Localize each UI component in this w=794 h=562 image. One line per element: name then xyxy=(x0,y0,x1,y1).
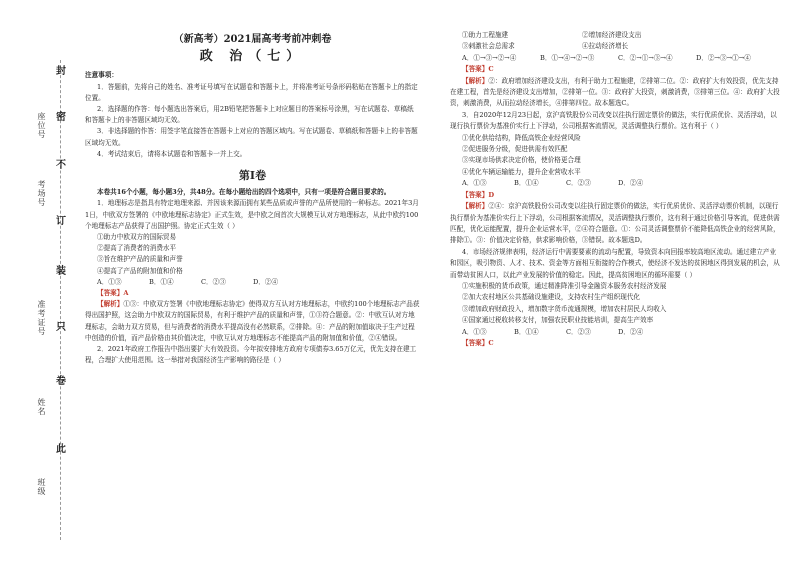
analysis xyxy=(450,201,780,247)
binding-line xyxy=(60,60,61,540)
question-option: ④优化车辆运输能力，提升企业营收水平 xyxy=(462,167,581,176)
answer-choices xyxy=(450,327,780,338)
analysis xyxy=(85,299,420,344)
choice-a: A．①③ xyxy=(462,327,487,336)
choice-b: B．①→④→②→③ xyxy=(540,53,595,62)
analysis-text: ①③：中欧双方签署《中欧地理标志协定》使得双方互认对方地理标志，中欧约100个地理标志产品获得出国护照，这会助力中欧双方的国际贸易，有利于维护产品的质量和声誉，①③符合题意。②：中欧互认对方地理标志，会助力双方贸易，但与消费者的消费水平提高没有必然联系，②排除。④：产品的附加值取决于生产过程中创造的价值，而产品价格由其价值决定，中欧互认对方地理标志不能提高产品的附加值和价值，②④错误。 xyxy=(85,300,420,342)
seal-char: 只 xyxy=(56,322,66,333)
field-seat: 座位号 xyxy=(37,112,46,139)
seal-char: 卷 xyxy=(56,376,66,387)
answer-choices xyxy=(450,53,780,64)
question-option: ①助力工程施建 xyxy=(462,31,509,39)
question-option: ④国家通过税收转移支付，加强农民职业技能培训，提高生产效率 xyxy=(462,316,654,325)
paper-title: （新高考）2021届高考考前冲刺卷 xyxy=(173,34,332,45)
choice-b: B．①④ xyxy=(149,277,174,286)
question-option: ②加大农村地区公共基础设施建设，支持农村生产组织现代化 xyxy=(462,293,641,302)
question-option: ②促进服务分级，促进供需有效匹配 xyxy=(462,145,568,154)
choice-b: B．①④ xyxy=(514,179,539,188)
choice-d: D．②④ xyxy=(253,277,279,286)
question-option: ④拉动经济增长 xyxy=(582,42,629,51)
question-stem: 3．自2020年12月23日起，京沪高铁股份公司改变以往执行固定票价的做法，实行优质优价、灵活浮动，以现行执行票价为基准价实行上下浮动，公司根据客流情况，灵活调整执行票价。这有利于（ ） xyxy=(450,110,777,131)
question-stem: 1．地理标志是指具有特定地理来源、并因该来源而拥有某些品质或声誉的产品所使用的一种标志。2021年3月1日，中欧双方签署的《中欧地理标志协定》正式生效，是中欧之间首次大规模互认对方地理标志，从此中欧约100个地理标志产品获得了出国护照。协定正式生效（ ） xyxy=(85,199,419,230)
question-option: ④提高了产品的附加值和价格 xyxy=(97,266,183,275)
right-column xyxy=(450,30,780,349)
question-stem: 4．市场经济规律表明，经济运行中需要要素的流动与配置，导致资本向回报率较高地区流动。通过建立产业和园区，吸引物资、人才、技术、资金等方面相互衔接的合作模式，使经济不发达的贫困地区得到发展的机会，从而带动贫困人口，以此产业发展的价值的稳定。因此，提高贫困地区的循环需要（ ） xyxy=(450,247,780,279)
field-room: 考场号 xyxy=(37,180,46,207)
answer-key: 【答案】D xyxy=(462,190,495,199)
question-option: ②提高了消费者的消费水平 xyxy=(97,244,177,253)
choice-c: C．②③ xyxy=(201,277,226,286)
seal-char: 封 xyxy=(56,66,66,77)
notice-item: 3．非选择题的作答：用签字笔直接答在答题卡上对应的答题区域内。写在试题卷、草稿纸和答题卡上的非答题区域均无效。 xyxy=(85,127,418,147)
seal-char: 密 xyxy=(56,112,66,123)
question-option: ②增加经济建设支出 xyxy=(582,31,642,39)
question-options xyxy=(450,41,780,52)
choice-c: C．②③ xyxy=(566,327,591,336)
field-exam-number: 准考证号 xyxy=(37,300,46,336)
question-options xyxy=(450,30,780,41)
answer-key: 【答案】C xyxy=(462,338,494,347)
notice-item: 1．答题前，先将自己的姓名、准考证号填写在试题卷和答题卡上，并将准考证号条形码粘贴在答题卡上的指定位置。 xyxy=(85,82,418,102)
choice-d: D．②→③→①→④ xyxy=(696,53,751,62)
notice-heading: 注意事项： xyxy=(85,71,118,80)
analysis xyxy=(450,76,780,110)
analysis-tag: 【解析】 xyxy=(462,76,489,85)
choice-a: A．①→③→②→④ xyxy=(462,53,517,62)
choice-b: B．①④ xyxy=(514,327,539,336)
analysis-tag: 【解析】 xyxy=(462,202,489,211)
choice-d: D．②④ xyxy=(618,179,644,188)
seal-char: 订 xyxy=(56,216,66,227)
question-option: ③刺激社会总需求 xyxy=(462,42,515,51)
analysis-tag: 【解析】 xyxy=(97,300,124,309)
question-stem: 2．2021年政府工作报告中指出要扩大有效投资。今年拟安排地方政府专项债券3.65万亿元，优先支持在建工程，合理扩大使用范围。这一举措对我国经济生产影响的路径是（ ） xyxy=(85,345,417,365)
notice-item: 2．选择题的作答：每小题选出答案后，用2B铅笔把答题卡上对应题目的答案标号涂黑，写在试题卷、草稿纸和答题卡上的非答题区域均无效。 xyxy=(85,105,414,125)
section-title: 第Ⅰ卷 xyxy=(238,169,267,183)
choice-a: A．①③ xyxy=(97,277,122,286)
notice-item: 4．考试结束后，请将本试题卷和答题卡一并上交。 xyxy=(97,149,247,158)
question-option: ③旨在维护产品的质量和声誉 xyxy=(97,255,183,264)
choice-d: D．②④ xyxy=(618,327,644,336)
answer-choices xyxy=(85,277,420,288)
question-option: ③实现市场供求决定价格，使价格更合理 xyxy=(462,156,581,165)
field-class: 班级 xyxy=(37,478,46,496)
answer-key: 【答案】C xyxy=(462,65,494,74)
analysis-text: ②④：京沪高铁股份公司改变以往执行固定票价的做法，实行优质优价、灵活浮动票价机制，以现行执行票价为基准价实行上下浮动，公司根据客流情况，灵活调整执行票价，这有利于通过价格引导客流，促进供需匹配，优化运能配置，提升企业运营水平，②④符合题意。①：公司灵活调整票价不能降低高铁企业的经营风险，排除①。③：价值决定价格，供求影响价格，③错误。故本题选D。 xyxy=(450,202,780,245)
seal-char: 此 xyxy=(56,444,66,455)
question-option: ③增加政府财政投入，增加数字货币流通规模，增加农村居民人均收入 xyxy=(462,304,667,313)
left-column xyxy=(85,28,420,366)
answer-key: 【答案】A xyxy=(97,289,129,298)
question-option: ①优化供给结构，降低高铁企业经营风险 xyxy=(462,133,581,142)
field-name: 姓名 xyxy=(37,398,46,416)
question-option: ①助力中欧双方的国际贸易 xyxy=(97,233,177,242)
analysis-text: ②：政府增加经济建设支出，有利于助力工程施建，②排第二位。②：政府扩大有效投资，优先支持在建工程，首先是经济建设支出增加，②排第一位。③：政府扩大投资，刺激消费，③排第三位。④：政府扩大投资，刺激消费，从而拉动经济增长，④排第四位。故本题选C。 xyxy=(450,76,780,108)
paper-subject: 政 治（七） xyxy=(199,49,306,65)
answer-choices xyxy=(450,178,780,189)
choice-a: A．①③ xyxy=(462,179,487,188)
seal-char: 装 xyxy=(56,266,66,277)
choice-c: C．②③ xyxy=(566,179,591,188)
section-intro: 本卷共16个小题，每小题3分，共48分。在每小题给出的四个选项中，只有一项是符合题目要求的。 xyxy=(97,188,391,197)
question-option: ①实施积极的货币政策，通过精准降准引导金融资本服务农村经济发展 xyxy=(462,281,667,290)
seal-char: 不 xyxy=(56,160,66,171)
choice-c: C．②→①→③→④ xyxy=(618,53,673,62)
